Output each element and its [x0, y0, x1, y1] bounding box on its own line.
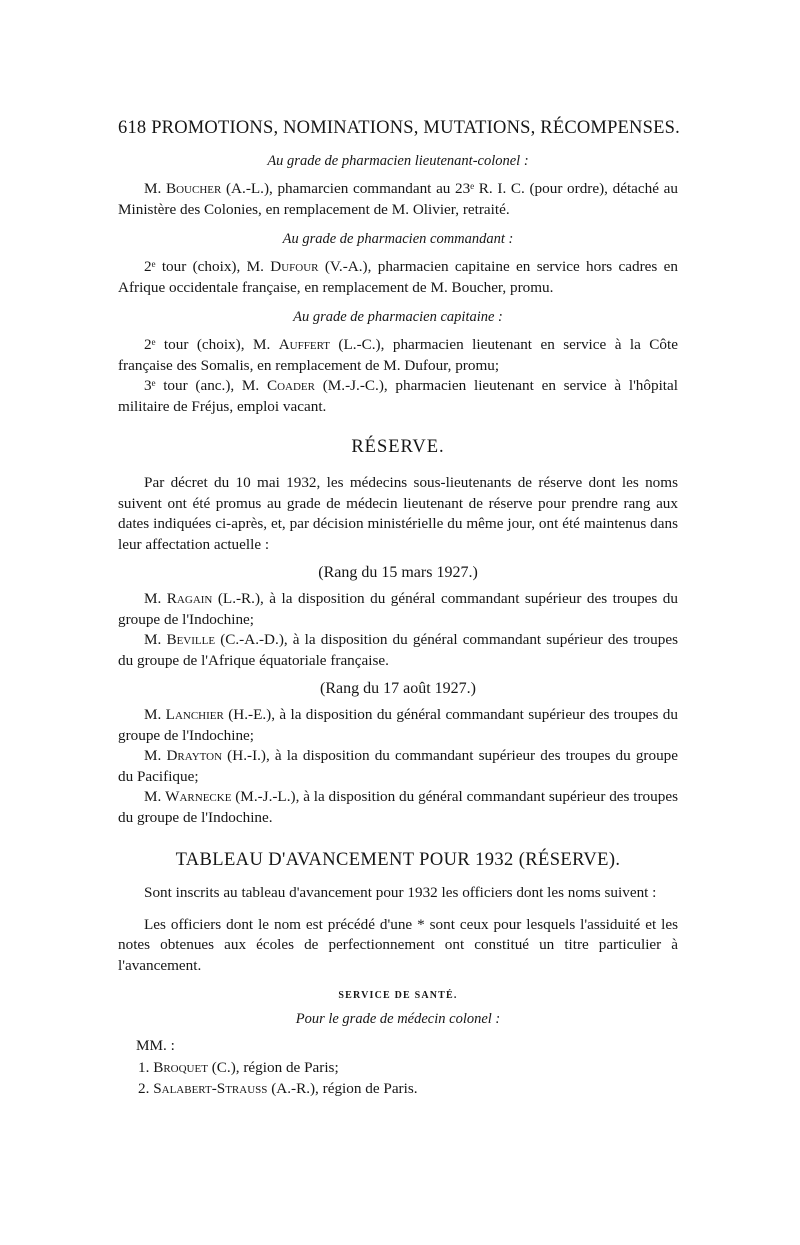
rang-heading-2: (Rang du 17 août 1927.)	[320, 680, 476, 697]
heading-capitaine: Au grade de pharmacien capitaine :	[293, 309, 503, 325]
list-rang-1	[118, 589, 678, 671]
list-item: 1. Broquet (C.), région de Paris;	[138, 1059, 339, 1076]
page-number: 618	[118, 118, 147, 138]
list-item: 2. Salabert-Strauss (A.-R.), région de Paris.	[138, 1080, 418, 1097]
service-heading: SERVICE DE SANTÉ.	[338, 990, 458, 1001]
tableau-para-1: Sont inscrits au tableau d'avancement pour 1932 les officiers dont les noms suivent :	[144, 884, 657, 901]
entry-lanchier: M. Lanchier (H.-E.), à la disposition du général commandant supérieur des troupes du groupe de l'Indochine;	[118, 706, 678, 744]
entry-dufour: 2ᵉ tour (choix), M. Dufour (V.-A.), pharmacien capitaine en service hors cadres en Afrique occidentale française, en remplacement de M. Boucher, promu.	[118, 258, 678, 296]
list-lt-colonel	[118, 179, 678, 220]
heading-colonel: Pour le grade de médecin colonel :	[295, 1011, 501, 1027]
heading-commandant: Au grade de pharmacien commandant :	[282, 231, 514, 247]
tableau-para-2: Les officiers dont le nom est précédé d'une * sont ceux pour lesquels l'assiduité et les notes obtenues aux écoles de perfectionnement ont constitué un titre particulier à l'avancement.	[118, 915, 678, 974]
running-head	[118, 118, 678, 139]
entry-auffert: 2ᵉ tour (choix), M. Auffert (L.-C.), pharmacien lieutenant en service à la Côte française des Somalis, en remplacement de M. Dufour, promu;	[118, 336, 678, 374]
entry-boucher: M. Boucher (A.-L.), phamarcien commandant au 23ᵉ R. I. C. (pour ordre), détaché au Ministère des Colonies, en remplacement de M. Olivier, retraité.	[118, 180, 678, 218]
running-title: PROMOTIONS, NOMINATIONS, MUTATIONS, RÉCOMPENSES.	[151, 118, 680, 138]
section-title-tableau: TABLEAU D'AVANCEMENT POUR 1932 (RÉSERVE).	[175, 850, 621, 870]
list-colonel	[118, 1057, 678, 1099]
list-capitaine	[118, 335, 678, 417]
entry-ragain: M. Ragain (L.-R.), à la disposition du général commandant supérieur des troupes du groupe de l'Indochine;	[118, 590, 678, 628]
mm-label: MM. :	[136, 1037, 175, 1054]
reserve-intro: Par décret du 10 mai 1932, les médecins sous-lieutenants de réserve dont les noms suivent ont été promus au grade de médecin lieutenant de réserve pour prendre rang aux dates indiquées ci-après, et, par décision ministérielle du même jour, ont été maintenus dans leur affectation actuelle :	[118, 474, 678, 553]
rang-heading-1: (Rang du 15 mars 1927.)	[318, 564, 478, 581]
page	[118, 118, 678, 1099]
list-commandant	[118, 257, 678, 298]
entry-beville: M. Beville (C.-A.-D.), à la disposition du général commandant supérieur des troupes du groupe de l'Afrique équatoriale française.	[118, 631, 678, 669]
entry-warnecke: M. Warnecke (M.-J.-L.), à la disposition du général commandant supérieur des troupes du groupe de l'Indochine.	[118, 788, 678, 826]
section-title-reserve: RÉSERVE.	[351, 437, 445, 457]
heading-lt-colonel: Au grade de pharmacien lieutenant-colonel :	[267, 153, 529, 169]
entry-coader: 3ᵉ tour (anc.), M. Coader (M.-J.-C.), pharmacien lieutenant en service à l'hôpital militaire de Fréjus, emploi vacant.	[118, 377, 678, 415]
list-rang-2	[118, 705, 678, 828]
entry-drayton: M. Drayton (H.-I.), à la disposition du commandant supérieur des troupes du groupe du Pacifique;	[118, 747, 678, 785]
